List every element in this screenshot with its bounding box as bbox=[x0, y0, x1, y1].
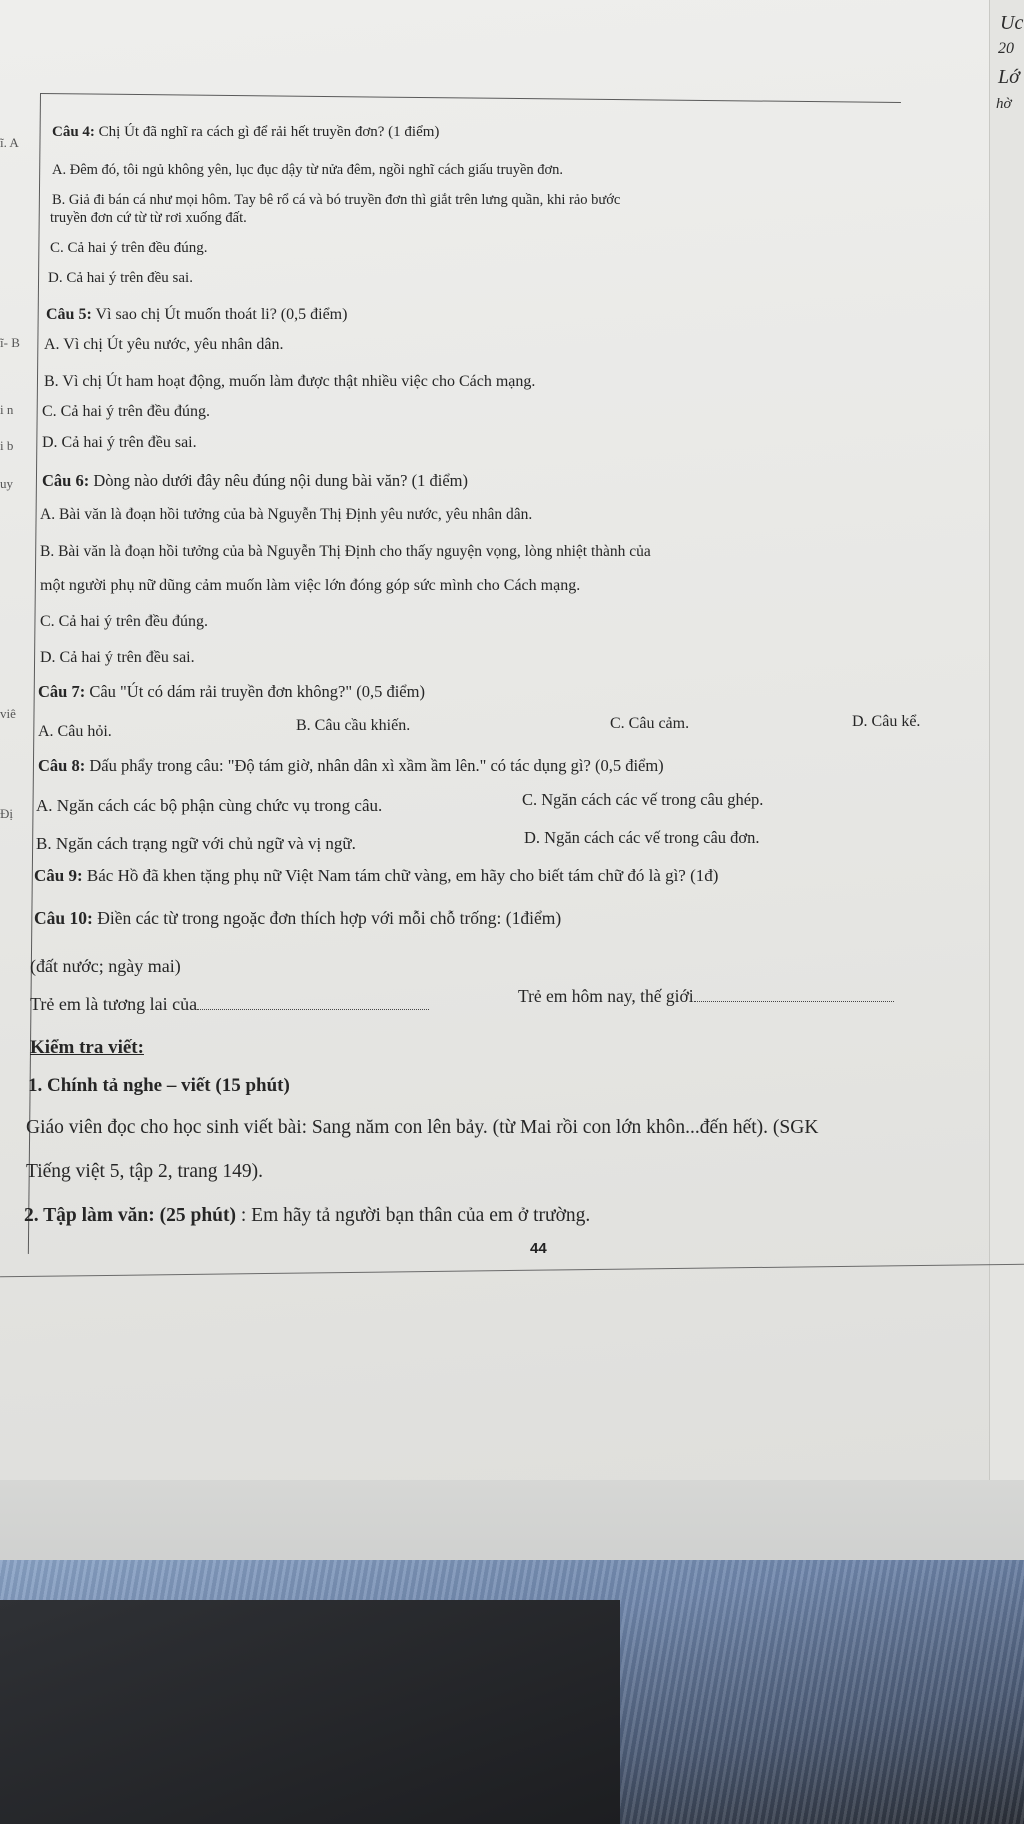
question-8: Câu 8: Dấu phẩy trong câu: "Độ tám giờ, nhân dân xì xầm ầm lên." có tác dụng gì? (0,5 điểm) bbox=[38, 756, 664, 775]
q8-option-d: D. Ngăn cách các vế trong câu đơn. bbox=[524, 828, 760, 847]
corner-mark-3: Lớ bbox=[998, 66, 1020, 88]
margin-fragment: viê bbox=[0, 706, 16, 721]
question-6: Câu 6: Dòng nào dưới đây nêu đúng nội dung bài văn? (1 điểm) bbox=[42, 471, 468, 490]
q7-option-d: D. Câu kể. bbox=[852, 713, 921, 730]
q7-option-b: B. Câu cầu khiến. bbox=[296, 717, 411, 734]
q5-option-b: B. Vì chị Út ham hoạt động, muốn làm được thật nhiều việc cho Cách mạng. bbox=[44, 373, 536, 390]
q4-option-d: D. Cả hai ý trên đều sai. bbox=[48, 270, 193, 286]
q6-option-a: A. Bài văn là đoạn hồi tưởng của bà Nguyễn Thị Định yêu nước, yêu nhân dân. bbox=[40, 506, 533, 523]
q5-option-d: D. Cả hai ý trên đều sai. bbox=[42, 434, 197, 451]
page-number: 44 bbox=[530, 1240, 547, 1257]
question-4: Câu 4: Chị Út đã nghĩ ra cách gì để rải hết truyền đơn? (1 điểm) bbox=[52, 124, 440, 140]
q6-option-b: B. Bài văn là đoạn hồi tưởng của bà Nguyễn Thị Định cho thấy nguyện vọng, lòng nhiệt thành của bbox=[40, 543, 651, 560]
q10-blank-1[interactable] bbox=[197, 995, 429, 1010]
q4-option-c: C. Cả hai ý trên đều đúng. bbox=[50, 240, 208, 256]
margin-fragment: i b bbox=[0, 438, 14, 453]
question-5: Câu 5: Vì sao chị Út muốn thoát li? (0,5 điểm) bbox=[46, 306, 348, 323]
q8-option-c: C. Ngăn cách các vế trong câu ghép. bbox=[522, 790, 764, 809]
q7-option-c: C. Câu cảm. bbox=[610, 715, 690, 732]
composition-task: 2. Tập làm văn: (25 phút) : Em hãy tả người bạn thân của em ở trường. bbox=[24, 1205, 591, 1226]
q10-blank-sentence-2: Trẻ em hôm nay, thế giới bbox=[518, 986, 894, 1006]
margin-fragment: ĩ- B bbox=[0, 335, 20, 350]
corner-mark-2: 20 bbox=[998, 40, 1014, 57]
q4-option-b-cont: truyền đơn cứ từ từ rơi xuống đất. bbox=[50, 210, 247, 226]
margin-fragment: i n bbox=[0, 402, 14, 417]
q6-option-d: D. Cả hai ý trên đều sai. bbox=[40, 649, 195, 666]
question-10: Câu 10: Điền các từ trong ngoặc đơn thích hợp với mỗi chỗ trống: (1điểm) bbox=[34, 908, 562, 928]
margin-fragment: ĩ. A bbox=[0, 135, 19, 150]
q10-blank-2[interactable] bbox=[694, 987, 894, 1002]
dictation-instructions: Giáo viên đọc cho học sinh viết bài: Sang năm con lên bảy. (từ Mai rồi con lớn khôn...đến hết). (SGK bbox=[26, 1117, 819, 1138]
q5-option-a: A. Vì chị Út yêu nước, yêu nhân dân. bbox=[44, 336, 284, 353]
q8-option-b: B. Ngăn cách trạng ngữ với chủ ngữ và vị ngữ. bbox=[36, 834, 356, 853]
q6-option-c: C. Cả hai ý trên đều đúng. bbox=[40, 613, 208, 630]
q4-option-a: A. Đêm đó, tôi ngủ không yên, lục đục dậy từ nửa đêm, ngồi nghĩ cách giấu truyền đơn. bbox=[52, 162, 564, 178]
q4-option-b: B. Giả đi bán cá như mọi hôm. Tay bê rổ cá và bó truyền đơn thì giắt trên lưng quần, khi rảo bước bbox=[52, 192, 621, 208]
dark-fabric-shadow bbox=[0, 1600, 620, 1824]
dictation-title: 1. Chính tả nghe – viết (15 phút) bbox=[28, 1075, 290, 1096]
margin-fragment: Đị bbox=[0, 806, 13, 821]
corner-mark-4: hờ bbox=[996, 96, 1012, 112]
q8-option-a: A. Ngăn cách các bộ phận cùng chức vụ trong câu. bbox=[36, 796, 383, 815]
question-9: Câu 9: Bác Hồ đã khen tặng phụ nữ Việt Nam tám chữ vàng, em hãy cho biết tám chữ đó là gì? (1đ) bbox=[34, 866, 719, 885]
writing-heading: Kiểm tra viết: bbox=[30, 1037, 144, 1058]
q10-word-options: (đất nước; ngày mai) bbox=[30, 956, 181, 976]
corner-mark-1: Uc bbox=[1000, 12, 1024, 34]
dictation-source: Tiếng việt 5, tập 2, trang 149). bbox=[26, 1161, 264, 1182]
q5-option-c: C. Cả hai ý trên đều đúng. bbox=[42, 403, 210, 420]
margin-fragment: uy bbox=[0, 476, 13, 491]
q7-option-a: A. Câu hỏi. bbox=[38, 723, 112, 740]
question-7: Câu 7: Câu "Út có dám rải truyền đơn không?" (0,5 điểm) bbox=[38, 682, 425, 701]
q10-blank-sentence-1: Trẻ em là tương lai của bbox=[30, 994, 429, 1014]
q6-option-b-cont: một người phụ nữ dũng cảm muốn làm việc lớn đóng góp sức mình cho Cách mạng. bbox=[40, 577, 581, 594]
next-page-edge bbox=[989, 0, 1024, 1500]
